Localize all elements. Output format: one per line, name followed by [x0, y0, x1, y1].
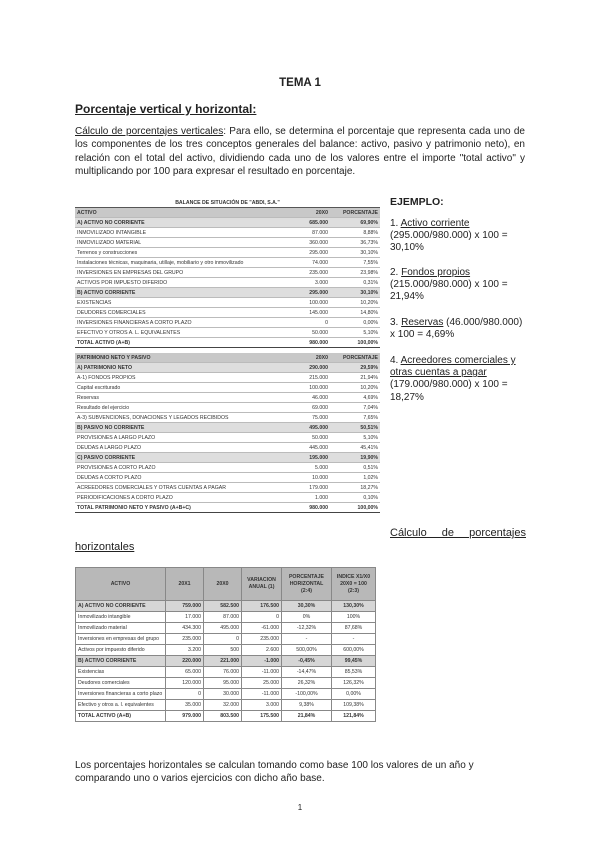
table-row [75, 288, 380, 298]
table-row [75, 248, 380, 258]
header-cell: 20X0 [280, 208, 330, 218]
example-item: 3. Reservas (46.000/980.000) x 100 = 4,69% [390, 317, 523, 341]
table-row [75, 363, 380, 373]
header-cell: 20X0 [204, 568, 242, 601]
balance-table-body [75, 198, 380, 513]
balance-header-row [75, 208, 380, 218]
row-label: Inversiones en empresas del grupo [76, 634, 166, 645]
row-value: 759.000 [166, 601, 204, 612]
row-value: 87,68% [332, 623, 376, 634]
row-percent: 5,10% [330, 328, 380, 338]
intro-text: : Para ello, se determina el porcentaje que representa cada uno de los componentes de los tres conceptos generales del balance: activo, pasivo y patrimonio neto), en relación con el total del activo, dividiendo cada uno de los valores entre el importe "total activo" y multiplicando por 100 para expresar el resultado en porcentaje. [75, 126, 525, 177]
balance-title: BALANCE DE SITUACIÓN DE "ABDI, S.A." [75, 198, 380, 208]
table-row [76, 678, 376, 689]
table-row [75, 433, 380, 443]
row-label: A) ACTIVO NO CORRIENTE [75, 218, 280, 228]
row-value: 130,30% [332, 601, 376, 612]
table-row [75, 328, 380, 338]
row-value: 5.000 [280, 463, 330, 473]
row-label: A-1) FONDOS PROPIOS [75, 373, 280, 383]
row-percent: 18,27% [330, 483, 380, 493]
row-label: B) PASIVO NO CORRIENTE [75, 423, 280, 433]
balance-title-row [75, 198, 380, 208]
row-value: -12,32% [282, 623, 332, 634]
row-percent: 36,73% [330, 238, 380, 248]
row-value: 175.500 [242, 711, 282, 722]
row-percent: 0,31% [330, 278, 380, 288]
row-label: A) PATRIMONIO NETO [75, 363, 280, 373]
row-label: INVERSIONES FINANCIERAS A CORTO PLAZO [75, 318, 280, 328]
row-label: B) ACTIVO CORRIENTE [75, 288, 280, 298]
header-cell: 20X0 [280, 353, 330, 363]
row-value: 220.000 [166, 656, 204, 667]
page-number: 1 [297, 803, 303, 812]
balance-header-row [75, 353, 380, 363]
row-label: Reservas [75, 393, 280, 403]
row-percent: 50,51% [330, 423, 380, 433]
header-cell: INDICE X1/X0 20X0 = 100 (2:3) [332, 568, 376, 601]
row-value: 2.600 [242, 645, 282, 656]
row-label: DEUDORES COMERCIALES [75, 308, 280, 318]
table-row [75, 403, 380, 413]
section-heading: Porcentaje vertical y horizontal: [75, 102, 257, 116]
row-percent: 7,04% [330, 403, 380, 413]
row-value: 3.000 [280, 278, 330, 288]
row-value: 803.500 [204, 711, 242, 722]
row-value: 21,84% [282, 711, 332, 722]
intro-paragraph [75, 125, 525, 178]
table-row [75, 218, 380, 228]
row-label: DEUDAS A CORTO PLAZO [75, 473, 280, 483]
row-percent: 0,00% [330, 318, 380, 328]
row-label: EFECTIVO Y OTROS A. L. EQUIVALENTES [75, 328, 280, 338]
row-value: 10.000 [280, 473, 330, 483]
row-value: 95.000 [204, 678, 242, 689]
table-row [76, 612, 376, 623]
row-percent: 30,10% [330, 288, 380, 298]
table-row [75, 383, 380, 393]
row-label: A-3) SUBVENCIONES, DONACIONES Y LEGADOS RECIBIDOS [75, 413, 280, 423]
row-value: 500 [204, 645, 242, 656]
row-percent: 100,00% [330, 338, 380, 348]
row-value: -0,45% [282, 656, 332, 667]
horizontal-header-row [76, 568, 376, 601]
horizontal-table [75, 567, 376, 722]
row-label: B) ACTIVO CORRIENTE [76, 656, 166, 667]
example-title: EJEMPLO: [390, 196, 444, 208]
row-label: Terrenos y construcciones [75, 248, 280, 258]
row-label: C) PASIVO CORRIENTE [75, 453, 280, 463]
header-cell: ACTIVO [75, 208, 280, 218]
row-label: INVERSIONES EN EMPRESAS DEL GRUPO [75, 268, 280, 278]
row-value: 26,32% [282, 678, 332, 689]
table-row [75, 423, 380, 433]
row-label: PERIODIFICACIONES A CORTO PLAZO [75, 493, 280, 503]
header-cell: PATRIMONIO NETO Y PASIVO [75, 353, 280, 363]
row-percent: 0,51% [330, 463, 380, 473]
example-item: 2. Fondos propios (215.000/980.000) x 100 = 21,94% [390, 267, 508, 303]
table-row [75, 443, 380, 453]
table-row [76, 645, 376, 656]
table-row [76, 667, 376, 678]
row-percent: 1,02% [330, 473, 380, 483]
table-row [75, 393, 380, 403]
row-value: 100.000 [280, 298, 330, 308]
row-percent: 7,55% [330, 258, 380, 268]
table-row [75, 503, 380, 513]
row-value: 76.000 [204, 667, 242, 678]
row-value: 120.000 [166, 678, 204, 689]
table-row [75, 453, 380, 463]
row-value: 0 [204, 634, 242, 645]
row-value: 0 [166, 689, 204, 700]
row-value: -11.000 [242, 689, 282, 700]
row-value: 235.000 [242, 634, 282, 645]
table-row [75, 278, 380, 288]
row-value: 35.000 [166, 700, 204, 711]
intro-label: Cálculo de porcentajes verticales [75, 126, 224, 137]
table-row [76, 601, 376, 612]
row-percent: 69,90% [330, 218, 380, 228]
row-label: TOTAL ACTIVO (A+B) [76, 711, 166, 722]
row-label: Deudores comerciales [76, 678, 166, 689]
table-row [75, 463, 380, 473]
row-value: 221.000 [204, 656, 242, 667]
table-row [76, 711, 376, 722]
row-label: Activos por impuesto diferido [76, 645, 166, 656]
row-percent: 100,00% [330, 503, 380, 513]
page-title: TEMA 1 [279, 77, 321, 89]
row-value: 0,00% [332, 689, 376, 700]
row-percent: 23,98% [330, 268, 380, 278]
row-label: Inmovilizado intangible [76, 612, 166, 623]
row-value: 99,45% [332, 656, 376, 667]
row-value: 685.000 [280, 218, 330, 228]
row-value: 980.000 [280, 338, 330, 348]
row-value: 74.000 [280, 258, 330, 268]
row-percent: 14,80% [330, 308, 380, 318]
row-value: 3.200 [166, 645, 204, 656]
row-value: 30,30% [282, 601, 332, 612]
table-row [75, 493, 380, 503]
horizontal-table-body [76, 568, 376, 722]
row-value: 582.500 [204, 601, 242, 612]
table-row [75, 268, 380, 278]
header-cell: PORCENTAJE [330, 208, 380, 218]
row-percent: 4,69% [330, 393, 380, 403]
table-row [76, 700, 376, 711]
row-label: INMOVILIZADO INTANGIBLE [75, 228, 280, 238]
row-value: 0 [280, 318, 330, 328]
table-row [75, 373, 380, 383]
balance-table [75, 198, 380, 513]
row-label: ACREEDORES COMERCIALES Y OTRAS CUENTAS A PAGAR [75, 483, 280, 493]
row-label: TOTAL ACTIVO (A+B) [75, 338, 280, 348]
row-value: 235.000 [280, 268, 330, 278]
row-value: 0 [242, 612, 282, 623]
footer-paragraph: Los porcentajes horizontales se calculan tomando como base 100 los valores de un año y comparando uno o varios ejercicios con dicho año base. [75, 760, 474, 785]
table-row [75, 318, 380, 328]
table-row [75, 238, 380, 248]
row-label: Inmovilizado material [76, 623, 166, 634]
table-row [75, 473, 380, 483]
row-value: 445.000 [280, 443, 330, 453]
row-value: 75.000 [280, 413, 330, 423]
row-value: 85,53% [332, 667, 376, 678]
row-percent: 8,88% [330, 228, 380, 238]
table-row [75, 298, 380, 308]
row-value: 295.000 [280, 288, 330, 298]
row-percent: 30,10% [330, 248, 380, 258]
horizontal-heading-part2: horizontales [75, 541, 135, 553]
table-row [75, 338, 380, 348]
row-value: 979.000 [166, 711, 204, 722]
row-value: 495.000 [280, 423, 330, 433]
row-percent: 21,94% [330, 373, 380, 383]
row-value: 121,84% [332, 711, 376, 722]
row-value: 30.000 [204, 689, 242, 700]
table-row [76, 634, 376, 645]
row-label: ACTIVOS POR IMPUESTO DIFERIDO [75, 278, 280, 288]
header-cell: PORCENTAJE HORIZONTAL (2:4) [282, 568, 332, 601]
row-label: PROVISIONES A LARGO PLAZO [75, 433, 280, 443]
row-value: 126,32% [332, 678, 376, 689]
row-value: 600,00% [332, 645, 376, 656]
table-row [75, 258, 380, 268]
example-item: 1. Activo corriente (295.000/980.000) x 100 = 30,10% [390, 218, 508, 254]
row-value: 360.000 [280, 238, 330, 248]
row-value: 295.000 [280, 248, 330, 258]
row-label: EXISTENCIAS [75, 298, 280, 308]
row-value: - [282, 634, 332, 645]
horizontal-heading-part1: Cálculo de porcentajes [390, 527, 526, 539]
row-value: -100,00% [282, 689, 332, 700]
row-percent: 29,59% [330, 363, 380, 373]
header-cell: ACTIVO [76, 568, 166, 601]
row-value: 0% [282, 612, 332, 623]
row-value: 87.000 [280, 228, 330, 238]
row-label: DEUDAS A LARGO PLAZO [75, 443, 280, 453]
table-row [75, 228, 380, 238]
row-percent: 45,41% [330, 443, 380, 453]
row-value: 179.000 [280, 483, 330, 493]
row-label: Inversiones financieras a corto plazo [76, 689, 166, 700]
row-percent: 7,65% [330, 413, 380, 423]
row-value: 32.000 [204, 700, 242, 711]
row-value: 50.000 [280, 328, 330, 338]
row-percent: 10,20% [330, 298, 380, 308]
row-value: 195.000 [280, 453, 330, 463]
row-value: 109,38% [332, 700, 376, 711]
row-label: PROVISIONES A CORTO PLAZO [75, 463, 280, 473]
row-value: -11.000 [242, 667, 282, 678]
table-row [76, 689, 376, 700]
row-value: 87.000 [204, 612, 242, 623]
row-percent: 19,90% [330, 453, 380, 463]
table-row [76, 623, 376, 634]
row-label: TOTAL PATRIMONIO NETO Y PASIVO (A+B+C) [75, 503, 280, 513]
row-value: 495.000 [204, 623, 242, 634]
row-value: 69.000 [280, 403, 330, 413]
row-label: Capital escriturado [75, 383, 280, 393]
row-value: -1.000 [242, 656, 282, 667]
row-label: A) ACTIVO NO CORRIENTE [76, 601, 166, 612]
table-row [76, 656, 376, 667]
header-cell: VARIACION ANUAL (1) [242, 568, 282, 601]
row-value: -14,47% [282, 667, 332, 678]
row-label: Existencias [76, 667, 166, 678]
row-value: 235.000 [166, 634, 204, 645]
row-value: 3.000 [242, 700, 282, 711]
row-value: - [332, 634, 376, 645]
row-value: 17.000 [166, 612, 204, 623]
row-percent: 0,10% [330, 493, 380, 503]
row-value: 176.500 [242, 601, 282, 612]
header-cell: 20X1 [166, 568, 204, 601]
row-value: -61.000 [242, 623, 282, 634]
row-value: 65.000 [166, 667, 204, 678]
row-value: 100% [332, 612, 376, 623]
row-percent: 10,20% [330, 383, 380, 393]
row-value: 100.000 [280, 383, 330, 393]
row-value: 290.000 [280, 363, 330, 373]
row-value: 25.000 [242, 678, 282, 689]
example-item: 4. Acreedores comerciales y otras cuentas a pagar (179.000/980.000) x 100 = 18,27% [390, 355, 516, 403]
row-label: INMOVILIZADO MATERIAL [75, 238, 280, 248]
table-row [75, 413, 380, 423]
row-value: 434.300 [166, 623, 204, 634]
row-percent: 5,10% [330, 433, 380, 443]
row-label: Instalaciones técnicas, maquinaria, utillaje, mobiliario y otro inmovilizado [75, 258, 280, 268]
row-value: 215.000 [280, 373, 330, 383]
row-value: 1.000 [280, 493, 330, 503]
table-row [75, 483, 380, 493]
row-value: 145.000 [280, 308, 330, 318]
row-value: 980.000 [280, 503, 330, 513]
row-value: 500,00% [282, 645, 332, 656]
row-value: 50.000 [280, 433, 330, 443]
row-label: Resultado del ejercicio [75, 403, 280, 413]
row-value: 46.000 [280, 393, 330, 403]
row-value: 9,38% [282, 700, 332, 711]
table-row [75, 308, 380, 318]
row-label: Efectivo y otros a. l. equivalentes [76, 700, 166, 711]
header-cell: PORCENTAJE [330, 353, 380, 363]
